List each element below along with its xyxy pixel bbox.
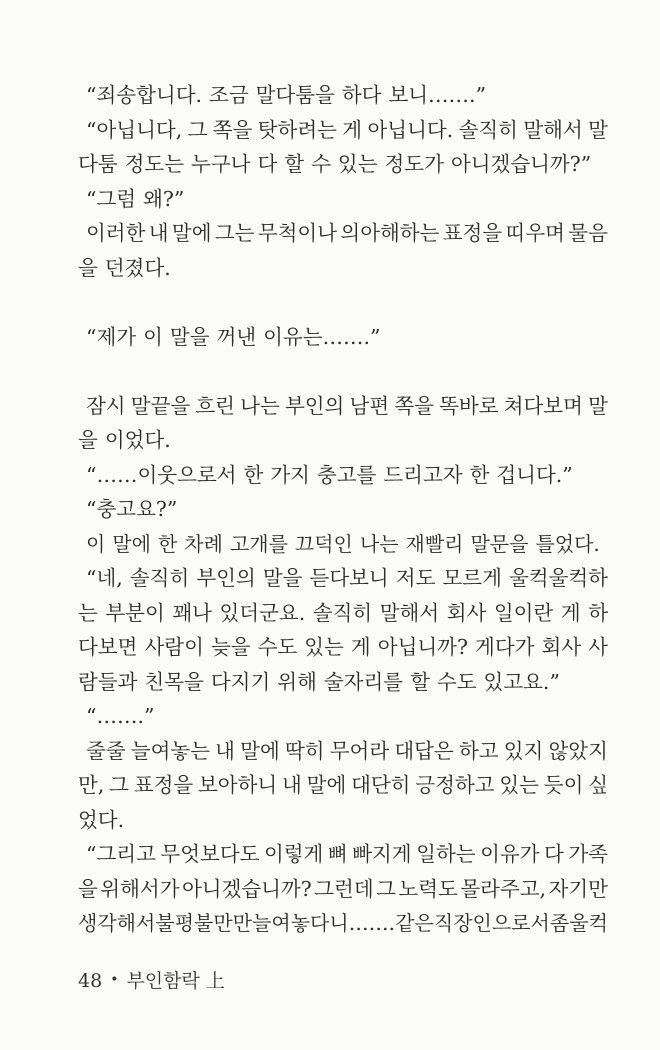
word: 말에	[240, 738, 280, 763]
word: 대단히	[351, 773, 411, 797]
word: 이유가	[480, 842, 540, 866]
word: 재빨리	[405, 531, 464, 556]
word: 부분이	[105, 600, 165, 625]
word: 다툼	[78, 152, 118, 176]
word: 이렇게	[263, 842, 324, 866]
word: 않았지	[548, 738, 608, 763]
word: 다보면	[78, 635, 138, 659]
word: 회사	[541, 635, 582, 659]
word: 만,	[78, 773, 105, 797]
word: 표정을	[442, 221, 503, 245]
text-line	[78, 630, 608, 665]
word: 듯이	[543, 773, 584, 797]
word: 자기만	[548, 876, 608, 901]
word: 남편	[349, 393, 390, 418]
word: 다지기	[210, 669, 271, 694]
word: 똑바로	[439, 393, 499, 418]
word: 늦을	[210, 635, 251, 659]
word: 무엇보다도	[160, 842, 260, 866]
word: 말해서	[523, 117, 583, 142]
word: 말다툼을	[255, 83, 335, 107]
word: 말	[588, 117, 608, 142]
word: 말끝을	[130, 393, 191, 418]
word: 다	[257, 152, 278, 176]
word: 나는	[240, 393, 280, 418]
word: 있는	[337, 152, 378, 176]
text-line	[78, 492, 608, 527]
blank-line	[78, 285, 608, 320]
word: 의아해하는	[340, 221, 440, 245]
word: 부인의	[284, 393, 345, 418]
word: 게	[350, 635, 371, 659]
word: 말에	[171, 221, 212, 245]
word: 솔직히	[129, 566, 190, 590]
word: 있는	[499, 773, 539, 797]
word: 아닙니까?	[377, 635, 468, 659]
word: 부인의	[196, 566, 256, 590]
word: 던졌다.	[104, 255, 171, 280]
text-line	[78, 251, 608, 286]
word: “죄송합니다.	[86, 83, 203, 107]
word: 말을	[262, 566, 303, 590]
word: 회사	[446, 600, 487, 625]
word: 드리고자	[383, 462, 463, 487]
word: 충고를	[316, 462, 377, 487]
word: 물음	[568, 221, 608, 245]
word: 수도	[436, 669, 477, 694]
word: 늘여놓는	[130, 738, 210, 763]
word: “충고요?”	[86, 497, 178, 521]
word: 고개를	[229, 531, 288, 556]
text-line	[78, 665, 608, 700]
word: 한	[243, 462, 264, 487]
word: 몰라주고,	[460, 876, 547, 901]
word: 가지	[270, 462, 310, 487]
word: 무어라	[329, 738, 390, 763]
word: 아닙니다.	[367, 117, 454, 142]
text-line	[78, 734, 608, 769]
text-line	[78, 699, 608, 734]
word: 있지	[503, 738, 544, 763]
word: 보니…….”	[388, 83, 487, 107]
word: 그는	[214, 221, 255, 245]
word: 정도가	[384, 152, 444, 176]
word: 람들과	[78, 669, 138, 694]
word: 술자리를	[323, 669, 404, 694]
word: 말해서	[379, 600, 440, 625]
word: 게	[342, 117, 363, 142]
word: 었다.	[78, 807, 125, 832]
word: 수도	[257, 635, 298, 659]
word: 듣다보니	[309, 566, 389, 590]
word: 을	[78, 428, 98, 452]
text-line	[78, 147, 608, 182]
word: 있더군요.	[219, 600, 306, 625]
word: 사람이	[144, 635, 204, 659]
text-line	[78, 216, 608, 251]
word: “……이웃으로서	[86, 462, 237, 487]
word: 그	[109, 773, 129, 797]
word: 누구나	[191, 152, 251, 176]
word: “제가	[86, 324, 137, 349]
word: 솔직히	[458, 117, 518, 142]
footer-separator: •	[110, 972, 119, 988]
word: 그	[376, 876, 396, 901]
word: 있는	[304, 635, 344, 659]
word: “그럼	[86, 186, 137, 211]
word: 위해서가	[100, 876, 180, 901]
word: 쳐다보며	[503, 393, 583, 418]
word: 일이란	[493, 600, 554, 625]
word: 탓하려는	[257, 117, 337, 142]
word: 게	[560, 600, 581, 625]
word: 할	[284, 152, 305, 176]
text-line	[78, 389, 608, 424]
word: 겁니다.”	[496, 462, 573, 487]
word: 울컥	[569, 911, 608, 935]
book-page-body	[78, 78, 608, 941]
word: 이러한	[86, 221, 146, 245]
word: 하	[588, 600, 608, 625]
word: “…….”	[86, 704, 155, 728]
word: 다	[544, 842, 564, 866]
word: 사	[588, 635, 608, 659]
text-line	[78, 596, 608, 631]
word: 생각해서	[78, 911, 156, 935]
word: 이었다.	[104, 428, 171, 452]
word: 을	[78, 876, 98, 901]
word: 딱히	[284, 738, 325, 763]
word: 는	[78, 600, 98, 625]
word: “아닙니다,	[86, 117, 183, 142]
text-line	[78, 182, 608, 217]
word: 꽤나	[172, 600, 212, 625]
word: 말에	[306, 773, 347, 797]
word: 노력도	[398, 876, 458, 901]
word: 한	[157, 531, 178, 556]
word: 모르게	[442, 566, 502, 590]
word: 말을	[169, 324, 210, 349]
word: 아니겠습니까?	[181, 876, 312, 901]
word: 을	[78, 255, 98, 280]
text-line	[78, 113, 608, 148]
word: 끄덕인	[294, 531, 353, 556]
word: 꺼낸	[216, 324, 257, 349]
word: 조금	[209, 83, 249, 107]
book-title: 부인함락 上	[126, 970, 225, 992]
word: 하고	[458, 738, 499, 763]
word: 표정을	[133, 773, 194, 797]
word: 친목을	[144, 669, 204, 694]
text-line	[78, 561, 608, 596]
text-line	[78, 320, 608, 355]
blank-line	[78, 354, 608, 389]
word: 말에	[112, 531, 151, 556]
text-line	[78, 768, 608, 803]
word: 그	[187, 117, 208, 142]
text-line	[78, 527, 608, 562]
text-line	[78, 78, 608, 113]
word: 늘여놓다니…….	[252, 911, 396, 935]
text-line	[78, 872, 608, 907]
word: 직장인으로서	[433, 911, 550, 935]
word: 내	[282, 773, 302, 797]
text-line	[78, 423, 608, 458]
word: “네,	[86, 566, 123, 590]
word: 좀	[549, 911, 570, 935]
word: 긍정하고	[415, 773, 495, 797]
text-line	[78, 458, 608, 493]
word: 차례	[184, 531, 223, 556]
word: 대답은	[394, 738, 454, 763]
word: 저도	[395, 566, 436, 590]
text-line	[78, 906, 608, 941]
word: 게다가	[475, 635, 535, 659]
word: 일하는	[416, 842, 476, 866]
word: 내	[215, 738, 235, 763]
word: 있고요.”	[483, 669, 560, 694]
word: 이	[143, 324, 163, 349]
page-footer	[78, 966, 225, 993]
word: 싶	[588, 773, 608, 797]
text-line	[78, 837, 608, 872]
word: 솔직히	[312, 600, 373, 625]
word: 그런데	[314, 876, 374, 901]
word: 줄줄	[86, 738, 126, 763]
word: 위해	[277, 669, 317, 694]
page-number: 48	[78, 970, 103, 992]
word: 정도는	[124, 152, 185, 176]
word: 수	[311, 152, 331, 176]
word: 가족	[568, 842, 608, 866]
word: 말문을	[470, 531, 529, 556]
word: 뼈	[327, 842, 348, 866]
word: 울컥울컥하	[508, 566, 608, 590]
word: 빠지게	[352, 842, 412, 866]
word: 아니겠습니까?”	[450, 152, 592, 176]
word: 쪽을	[394, 393, 434, 418]
word: 말	[588, 393, 608, 418]
word: 무척이나	[257, 221, 338, 245]
word: 나는	[359, 531, 399, 556]
word: 왜?”	[143, 186, 185, 211]
word: 이	[86, 531, 106, 556]
word: “그리고	[86, 842, 156, 866]
word: 같은	[395, 911, 434, 935]
word: 흐린	[195, 393, 235, 418]
word: 한	[469, 462, 490, 487]
word: 틀었다.	[535, 531, 600, 556]
word: 보아하니	[198, 773, 278, 797]
word: 내	[148, 221, 169, 245]
word: 쪽을	[212, 117, 253, 142]
word: 불평불만만	[155, 911, 252, 935]
word: 잠시	[86, 393, 126, 418]
word: 할	[410, 669, 430, 694]
word: 하다	[341, 83, 382, 107]
word: 이유는…….”	[263, 324, 381, 349]
word: 띠우며	[505, 221, 565, 245]
text-line	[78, 803, 608, 838]
